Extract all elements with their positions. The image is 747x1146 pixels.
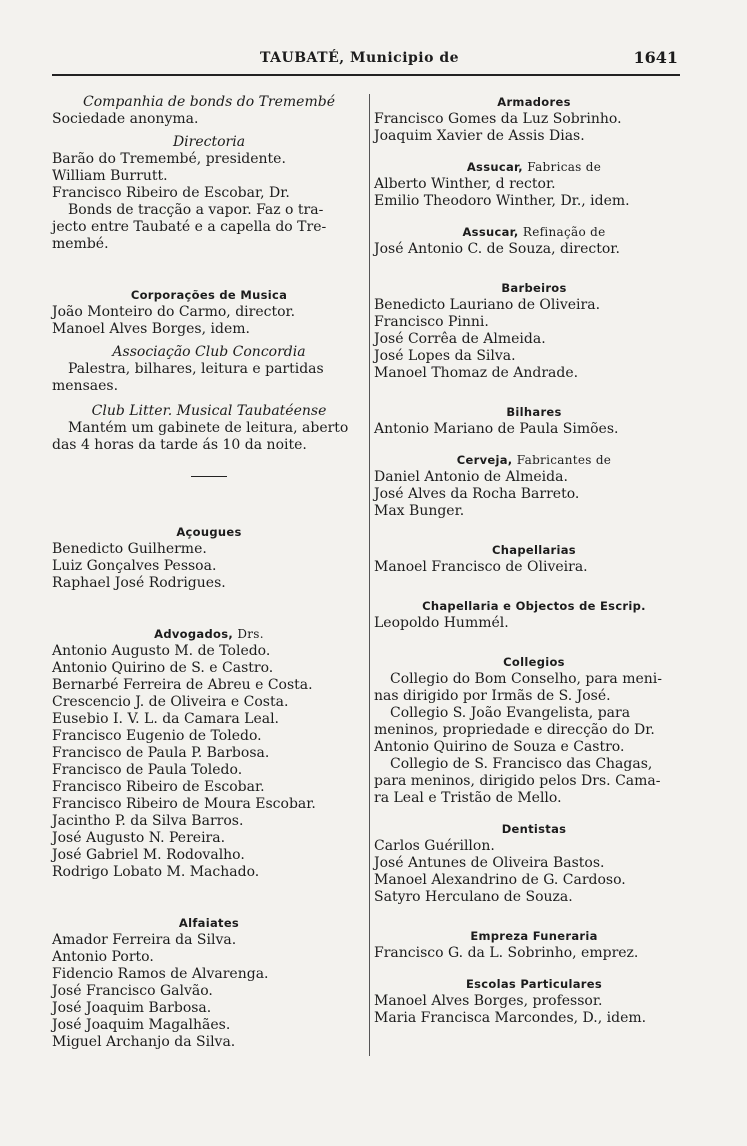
- companhia-type: Sociedade anonyma.: [52, 111, 199, 127]
- list-item: Antonio Porto.: [52, 949, 154, 965]
- list-item: Francisco Gomes da Luz Sobrinho.: [374, 111, 622, 127]
- list-item: Manoel Francisco de Oliveira.: [374, 559, 588, 575]
- page-header: [52, 48, 680, 76]
- assoc-text: Palestra, bilhares, leitura e partidas: [68, 361, 324, 377]
- list-item: Antonio Mariano de Paula Simões.: [374, 421, 619, 437]
- list-item: José Alves da Rocha Barreto.: [374, 486, 580, 502]
- list-item: Miguel Archanjo da Silva.: [52, 1034, 236, 1050]
- section-heading-acougues: Açougues: [176, 525, 242, 539]
- list-item: Joaquim Xavier de Assis Dias.: [374, 128, 585, 144]
- list-item: Francisco Pinni.: [374, 314, 489, 330]
- heading-sub: Fabricas de: [527, 160, 602, 174]
- section-heading-escolas: Escolas Particulares: [466, 977, 602, 991]
- list-item: Eusebio I. V. L. da Camara Leal.: [52, 711, 280, 727]
- collegio-text: ra Leal e Tristão de Mello.: [374, 790, 562, 806]
- list-item: Francisco Ribeiro de Moura Escobar.: [52, 796, 316, 812]
- list-item: José Augusto N. Pereira.: [52, 830, 226, 846]
- list-item: Luiz Gonçalves Pessoa.: [52, 558, 217, 574]
- assoc-title: Associação Club Concordia: [112, 344, 306, 360]
- collegio-text: meninos, propriedade e direcção do Dr.: [374, 722, 655, 738]
- list-item: Francisco Ribeiro de Escobar.: [52, 779, 265, 795]
- left-column: [52, 94, 366, 1051]
- collegio-text: Collegio do Bom Conselho, para meni-: [390, 671, 663, 687]
- bonds-text: membé.: [52, 236, 109, 252]
- list-item: Antonio Augusto M. de Toledo.: [52, 643, 271, 659]
- heading-sub: Fabricantes de: [516, 453, 612, 467]
- club-text: das 4 horas da tarde ás 10 da noite.: [52, 437, 307, 453]
- directoria-title: Directoria: [172, 134, 246, 150]
- club-text: Mantém um gabinete de leitura, aberto: [68, 420, 349, 436]
- list-item: Benedicto Guilherme.: [52, 541, 207, 557]
- section-heading-dentistas: Dentistas: [501, 822, 567, 836]
- list-item: José Antonio C. de Souza, director.: [374, 241, 620, 257]
- list-item: Manoel Alves Borges, professor.: [374, 993, 603, 1009]
- list-item: Manoel Alves Borges, idem.: [52, 321, 250, 337]
- assoc-text: mensaes.: [52, 378, 119, 394]
- list-item: Carlos Guérillon.: [374, 838, 495, 854]
- heading-text: Advogados,: [154, 627, 234, 641]
- list-item: Manoel Alexandrino de G. Cardoso.: [374, 872, 626, 888]
- column-divider: [369, 94, 370, 1056]
- bonds-text: jecto entre Taubaté e a capella do Tre-: [52, 219, 327, 235]
- section-heading-armadores: Armadores: [497, 95, 571, 109]
- heading-text: Assucar,: [462, 225, 519, 239]
- list-item: Benedicto Lauriano de Oliveira.: [374, 297, 601, 313]
- section-heading-assucar-refinacao: [374, 224, 694, 241]
- bonds-text: Bonds de tracção a vapor. Faz o tra-: [68, 202, 324, 218]
- list-item: Crescencio J. de Oliveira e Costa.: [52, 694, 289, 710]
- list-item: Amador Ferreira da Silva.: [52, 932, 237, 948]
- list-item: José Gabriel M. Rodovalho.: [52, 847, 245, 863]
- section-heading-alfaiates: Alfaiates: [178, 916, 240, 930]
- list-item: Emilio Theodoro Winther, Dr., idem.: [374, 193, 630, 209]
- club-title: Club Litter. Musical Taubatéense: [91, 403, 327, 419]
- section-heading-chapellaria-objectos: Chapellaria e Objectos de Escrip.: [422, 599, 646, 613]
- list-item: José Antunes de Oliveira Bastos.: [374, 855, 605, 871]
- heading-sub: Drs.: [237, 627, 264, 641]
- list-item: Max Bunger.: [374, 503, 465, 519]
- list-item: José Corrêa de Almeida.: [374, 331, 546, 347]
- list-item: Antonio Quirino de S. e Castro.: [52, 660, 274, 676]
- section-heading-barbeiros: Barbeiros: [501, 281, 567, 295]
- companhia-title: Companhia de bonds do Tremembé: [83, 94, 335, 110]
- list-item: Francisco de Paula Toledo.: [52, 762, 243, 778]
- directoria-member: Barão do Tremembé, presidente.: [52, 151, 286, 167]
- list-item: Francisco Eugenio de Toledo.: [52, 728, 262, 744]
- list-item: Francisco de Paula P. Barbosa.: [52, 745, 270, 761]
- heading-text: Cerveja,: [456, 453, 513, 467]
- list-item: Francisco G. da L. Sobrinho, emprez.: [374, 945, 639, 961]
- list-item: Bernarbé Ferreira de Abreu e Costa.: [52, 677, 313, 693]
- list-item: Jacintho P. da Silva Barros.: [52, 813, 244, 829]
- list-item: Fidencio Ramos de Alvarenga.: [52, 966, 269, 982]
- list-item: João Monteiro do Carmo, director.: [52, 304, 296, 320]
- section-heading-bilhares: Bilhares: [506, 405, 562, 419]
- running-title: TAUBATÉ, Municipio de: [260, 50, 460, 66]
- list-item: José Francisco Galvão.: [52, 983, 213, 999]
- section-heading-collegios: Collegios: [503, 655, 565, 669]
- right-column: [374, 94, 694, 1027]
- section-heading-assucar-fabricas: [374, 159, 694, 176]
- list-item: Rodrigo Lobato M. Machado.: [52, 864, 260, 880]
- list-item: Alberto Winther, d rector.: [374, 176, 556, 192]
- collegio-text: para meninos, dirigido pelos Drs. Cama-: [374, 773, 661, 789]
- section-heading-chapellarias: Chapellarias: [492, 543, 576, 557]
- collegio-text: Antonio Quirino de Souza e Castro.: [374, 739, 625, 755]
- heading-sub: Refinação de: [522, 225, 606, 239]
- page-number: 1641: [633, 48, 678, 67]
- collegio-text: Collegio de S. Francisco das Chagas,: [390, 756, 653, 772]
- list-item: José Joaquim Barbosa.: [52, 1000, 212, 1016]
- directoria-member: William Burrutt.: [52, 168, 168, 184]
- list-item: Maria Francisca Marcondes, D., idem.: [374, 1010, 647, 1026]
- collegio-text: Collegio S. João Evangelista, para: [390, 705, 631, 721]
- section-heading-advogados: [52, 626, 366, 643]
- list-item: José Lopes da Silva.: [374, 348, 516, 364]
- list-item: José Joaquim Magalhães.: [52, 1017, 231, 1033]
- separator-dash: [52, 466, 366, 486]
- list-item: Satyro Herculano de Souza.: [374, 889, 573, 905]
- list-item: Leopoldo Hummél.: [374, 615, 509, 631]
- collegio-text: nas dirigido por Irmãs de S. José.: [374, 688, 611, 704]
- directoria-member: Francisco Ribeiro de Escobar, Dr.: [52, 185, 290, 201]
- section-heading-funeraria: Empreza Funeraria: [470, 929, 598, 943]
- list-item: Manoel Thomaz de Andrade.: [374, 365, 579, 381]
- heading-text: Assucar,: [466, 160, 523, 174]
- list-item: Daniel Antonio de Almeida.: [374, 469, 568, 485]
- section-heading-musica: Corporações de Musica: [130, 288, 288, 302]
- list-item: Raphael José Rodrigues.: [52, 575, 226, 591]
- section-heading-cerveja: [374, 452, 694, 469]
